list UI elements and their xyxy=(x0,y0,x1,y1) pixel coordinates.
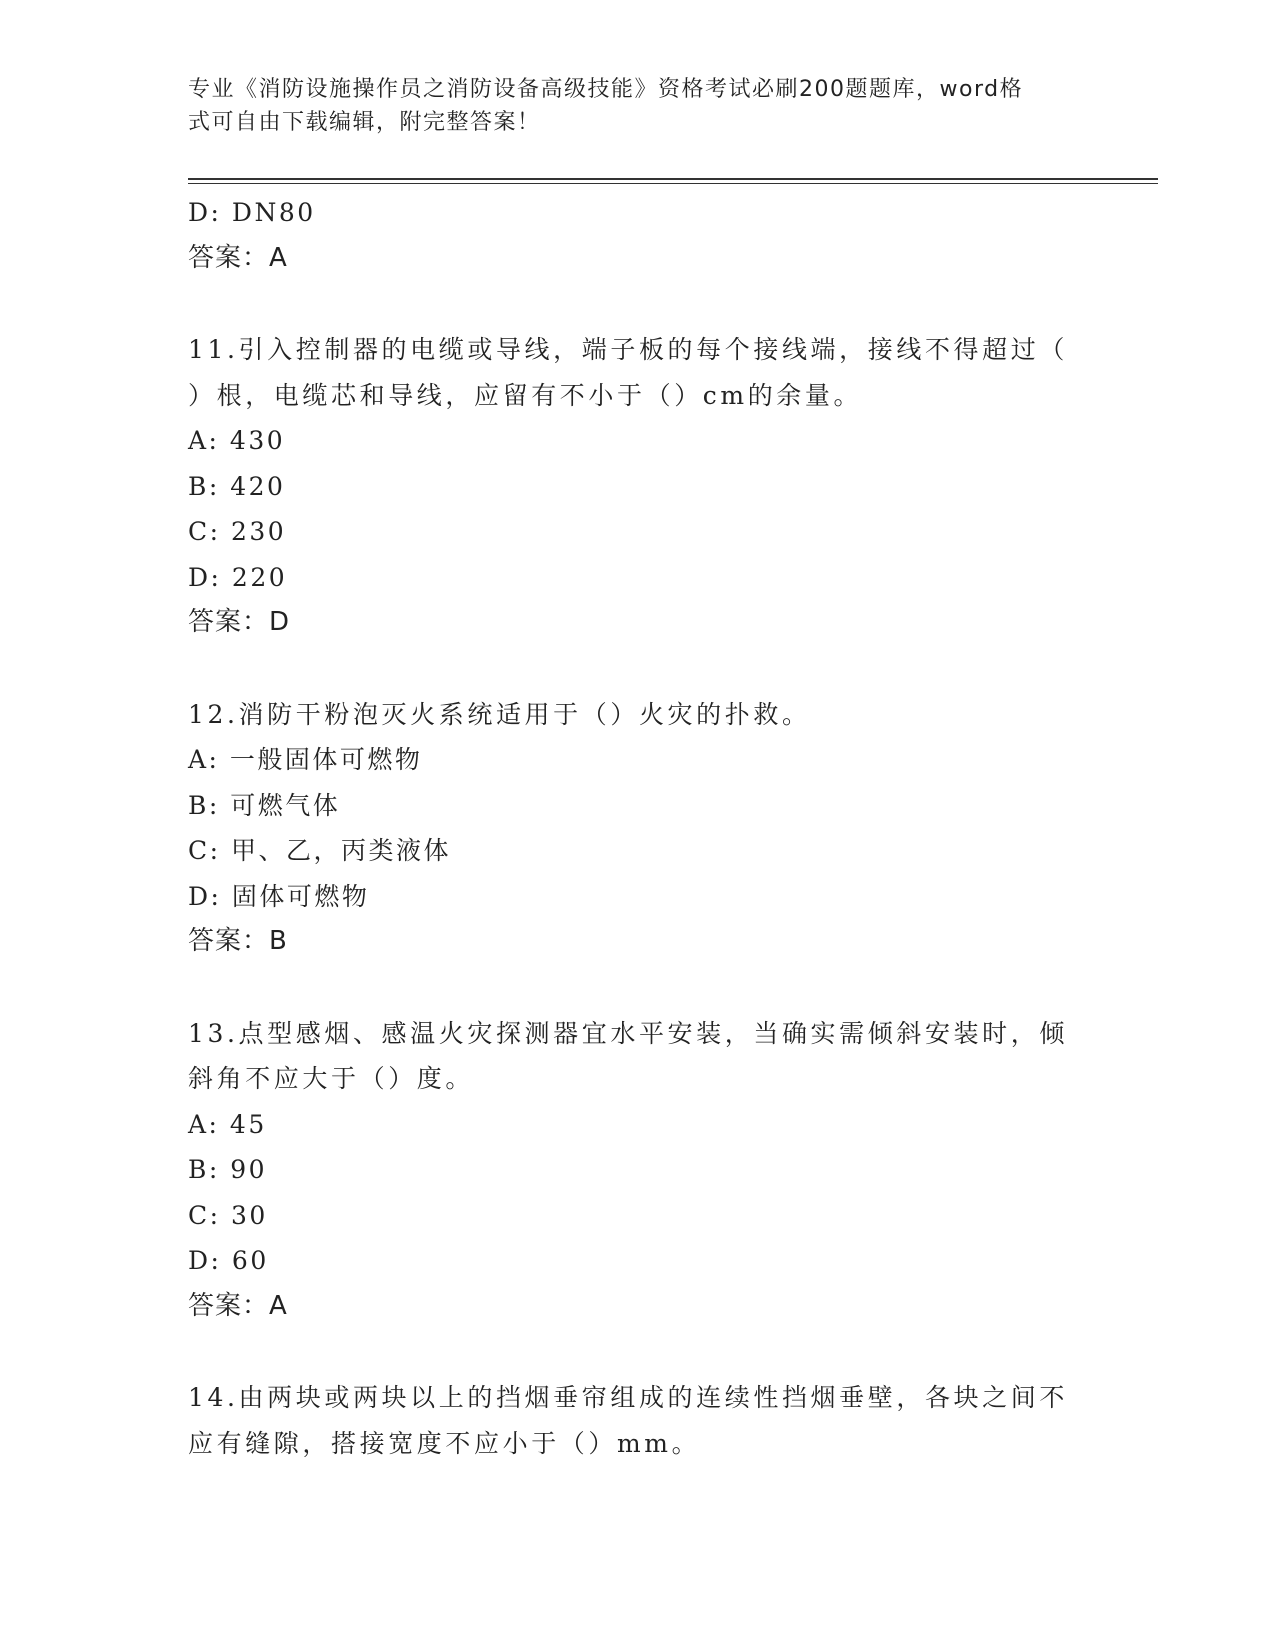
question-list xyxy=(188,190,1088,1466)
option-d: D: DN80 xyxy=(188,198,316,227)
question-stem-line-1: 11.引入控制器的电缆或导线，端子板的每个接线端，接线不得超过（ xyxy=(188,335,1068,364)
header-divider-thin xyxy=(188,183,1158,184)
header-line-1: 专业《消防设施操作员之消防设备高级技能》资格考试必刷200题题库，word格 xyxy=(188,77,1024,102)
answer: 答案：A xyxy=(188,1290,288,1321)
answer: 答案：D xyxy=(188,607,291,637)
option-d: D: 60 xyxy=(188,1246,269,1275)
option-d: D: 固体可燃物 xyxy=(188,881,370,911)
option-c: C: 30 xyxy=(188,1200,268,1230)
option-a: A: 430 xyxy=(188,426,286,455)
question-14 xyxy=(188,1375,1088,1466)
option-c: C: 甲、乙，丙类液体 xyxy=(188,836,451,865)
question-12 xyxy=(188,692,1088,965)
spacer xyxy=(188,965,1088,1011)
option-b: B: 可燃气体 xyxy=(188,790,341,820)
option-d: D: 220 xyxy=(188,562,288,592)
option-a: A: 一般固体可燃物 xyxy=(188,745,423,774)
header-line-2: 式可自由下载编辑，附完整答案！ xyxy=(188,110,541,135)
spacer xyxy=(188,646,1088,692)
answer: 答案：A xyxy=(188,242,288,273)
question-stem-line-1: 14.由两块或两块以上的挡烟垂帘组成的连续性挡烟垂壁，各块之间不 xyxy=(188,1383,1068,1412)
option-c: C: 230 xyxy=(188,517,287,546)
option-b: B: 420 xyxy=(188,471,286,501)
question-11 xyxy=(188,327,1088,646)
spacer xyxy=(188,281,1088,327)
answer: 答案：B xyxy=(188,926,288,956)
question-13 xyxy=(188,1011,1088,1330)
question-stem-line-1: 12.消防干粉泡灭火系统适用于（）火灾的扑救。 xyxy=(188,699,811,729)
option-a: A: 45 xyxy=(188,1109,267,1139)
question-stem-line-2: 斜角不应大于（）度。 xyxy=(188,1064,475,1093)
page-header xyxy=(188,73,1088,139)
header-divider-thick xyxy=(188,178,1158,180)
question-stem-line-1: 13.点型感烟、感温火灾探测器宜水平安装，当确实需倾斜安装时，倾 xyxy=(188,1018,1068,1048)
option-b: B: 90 xyxy=(188,1155,268,1184)
question-stem-line-2: 应有缝隙，搭接宽度不应小于（）mm。 xyxy=(188,1428,701,1458)
spacer xyxy=(188,1329,1088,1375)
question-stem-line-2: ）根，电缆芯和导线，应留有不小于（）cm的余量。 xyxy=(188,380,863,410)
